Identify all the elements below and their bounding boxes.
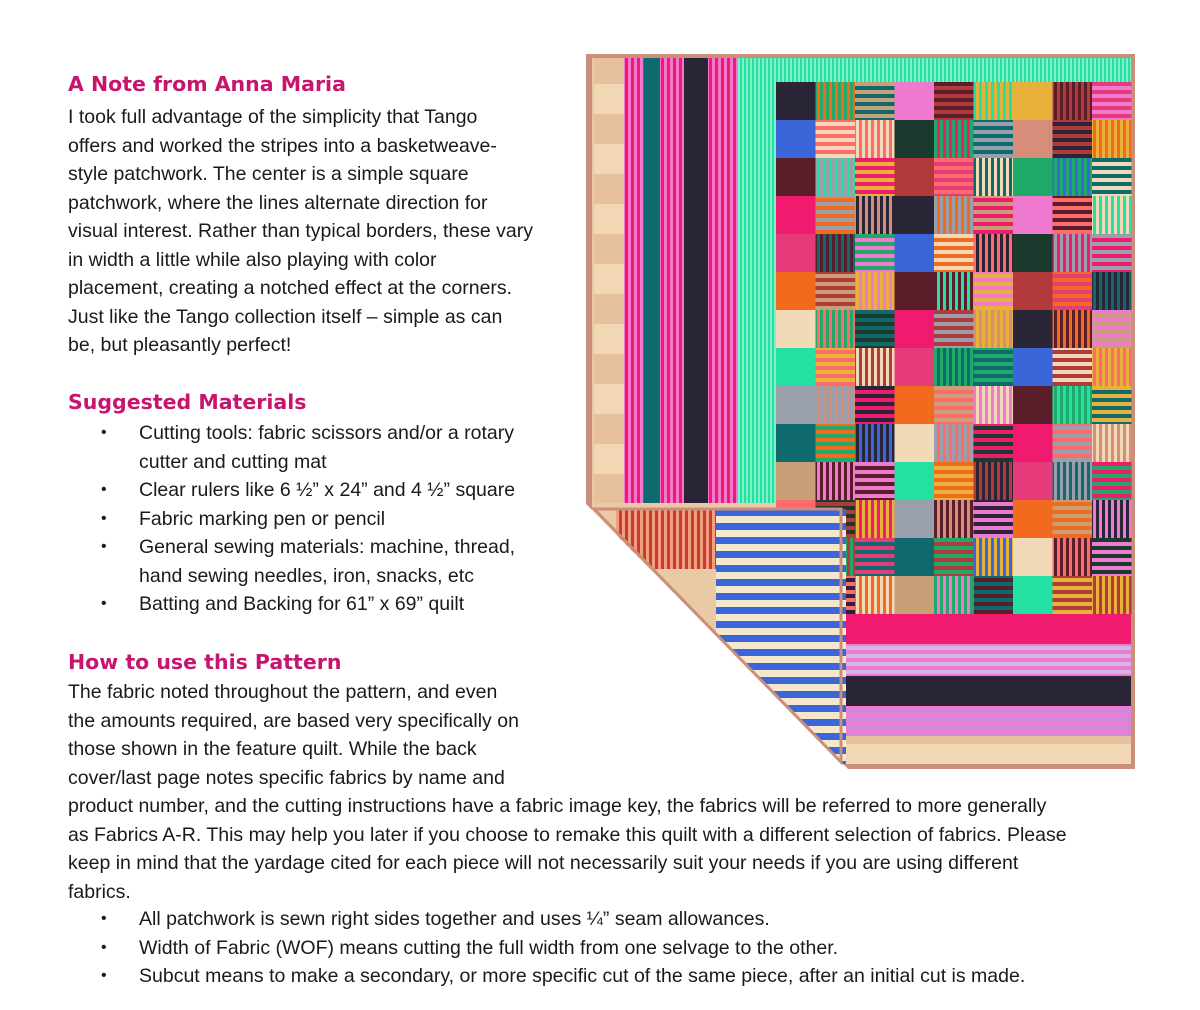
- quilt-block: [1053, 576, 1093, 614]
- quilt-block: [855, 538, 895, 576]
- quilt-block: [1013, 234, 1053, 272]
- quilt-block: [776, 234, 816, 272]
- quilt-block: [934, 424, 974, 462]
- quilt-block: [855, 500, 895, 538]
- quilt-block: [855, 348, 895, 386]
- usage-line: the amounts required, are based very specifically on: [68, 709, 519, 732]
- materials-item-text: • General sewing materials: machine, thread,: [139, 536, 516, 558]
- quilt-block: [895, 538, 935, 576]
- quilt-block: [934, 386, 974, 424]
- quilt-border-teal: [644, 58, 660, 503]
- quilt-block: [895, 272, 935, 310]
- quilt-block: [974, 272, 1014, 310]
- usage-line: those shown in the feature quilt. While the back: [68, 738, 477, 760]
- materials-item-text: • Fabric marking pen or pencil: [139, 507, 386, 530]
- quilt-block: [1053, 462, 1093, 500]
- quilt-block: [855, 310, 895, 348]
- quilt-block: [895, 82, 935, 120]
- quilt-block: [1092, 424, 1132, 462]
- quilt-block: [934, 158, 974, 196]
- quilt-block: [855, 158, 895, 196]
- quilt-block: [855, 576, 895, 614]
- quilt-border-outer: [594, 58, 624, 503]
- quilt-block: [1013, 348, 1053, 386]
- materials-item: [0, 505, 515, 534]
- quilt-block: [816, 424, 856, 462]
- note-line: visual interest. Rather than typical borders, these vary: [68, 220, 533, 242]
- quilt-block: [776, 158, 816, 196]
- quilt-block: [855, 462, 895, 500]
- quilt-block: [974, 234, 1014, 272]
- usage-bullets: [0, 905, 1025, 991]
- quilt-block: [974, 310, 1014, 348]
- quilt-block: [1013, 158, 1053, 196]
- materials-item-text: hand sewing needles, iron, snacks, etc: [139, 564, 474, 587]
- quilt-block: [1092, 310, 1132, 348]
- usage-line: The fabric noted throughout the pattern, and even: [68, 681, 498, 703]
- materials-heading: Suggested Materials: [68, 390, 307, 414]
- quilt-block: [1013, 386, 1053, 424]
- quilt-block: [895, 120, 935, 158]
- quilt-block: [1013, 576, 1053, 614]
- quilt-block: [1053, 310, 1093, 348]
- quilt-block: [934, 196, 974, 234]
- quilt-block: [974, 158, 1014, 196]
- note-line: style patchwork. The center is a simple square: [68, 163, 469, 185]
- quilt-block: [1092, 538, 1132, 576]
- quilt-block: [816, 386, 856, 424]
- quilt-block: [1092, 120, 1132, 158]
- usage-line: cover/last page notes specific fabrics by name and: [68, 766, 505, 789]
- quilt-block: [1013, 462, 1053, 500]
- quilt-block: [816, 82, 856, 120]
- quilt-block: [1053, 500, 1093, 538]
- quilt-block: [776, 386, 816, 424]
- quilt-block: [1092, 82, 1132, 120]
- quilt-photo: [586, 54, 1135, 769]
- usage-bullet-text: • Subcut means to make a secondary, or more specific cut of the same piece, after an initial cut is made.: [139, 965, 1026, 987]
- usage-bullet-text: • All patchwork is sewn right sides together and uses ¼” seam allowances.: [139, 908, 770, 930]
- quilt-block: [816, 348, 856, 386]
- quilt-block: [974, 424, 1014, 462]
- quilt-block: [934, 462, 974, 500]
- quilt-block: [1092, 196, 1132, 234]
- quilt-block: [1053, 158, 1093, 196]
- quilt-block: [816, 158, 856, 196]
- quilt-block: [1013, 196, 1053, 234]
- note-line: be, but pleasantly perfect!: [68, 334, 292, 356]
- quilt-block: [1092, 500, 1132, 538]
- quilt-block: [1092, 272, 1132, 310]
- materials-item-text: • Batting and Backing for 61” x 69” quilt: [139, 593, 465, 615]
- materials-item-text: cutter and cutting mat: [139, 450, 327, 473]
- quilt-block: [1053, 348, 1093, 386]
- quilt-block: [1092, 234, 1132, 272]
- usage-heading: How to use this Pattern: [68, 650, 342, 674]
- quilt-block: [1053, 272, 1093, 310]
- quilt-block: [816, 196, 856, 234]
- quilt-block: [934, 82, 974, 120]
- quilt-block: [895, 158, 935, 196]
- quilt-block: [895, 500, 935, 538]
- note-line: placement, creating a notched effect at the corners.: [68, 277, 513, 299]
- materials-item: [0, 590, 515, 619]
- quilt-block: [1053, 386, 1093, 424]
- quilt-block: [816, 310, 856, 348]
- materials-item: [0, 419, 515, 476]
- quilt-block: [816, 120, 856, 158]
- quilt-block: [934, 538, 974, 576]
- quilt-block: [1053, 120, 1093, 158]
- quilt-block: [895, 234, 935, 272]
- note-line: Just like the Tango collection itself – simple as can: [68, 305, 503, 328]
- quilt-block: [816, 234, 856, 272]
- quilt-border-pink: [624, 58, 644, 503]
- usage-bullet: [0, 905, 1025, 934]
- quilt-block: [974, 348, 1014, 386]
- materials-item-text: • Clear rulers like 6 ½” x 24” and 4 ½” square: [139, 479, 516, 501]
- materials-item-text: • Cutting tools: fabric scissors and/or a rotary: [139, 422, 514, 444]
- quilt-block: [1013, 120, 1053, 158]
- note-line: patchwork, where the lines alternate direction for: [68, 191, 488, 214]
- quilt-block: [1013, 424, 1053, 462]
- usage-bullet: [0, 962, 1025, 991]
- quilt-block: [974, 462, 1014, 500]
- quilt-block: [1053, 424, 1093, 462]
- quilt-block: [1092, 576, 1132, 614]
- quilt-block: [974, 82, 1014, 120]
- note-line: I took full advantage of the simplicity that Tango: [68, 106, 478, 128]
- quilt-block: [1092, 158, 1132, 196]
- quilt-block: [974, 538, 1014, 576]
- materials-item: [0, 476, 515, 505]
- quilt-block: [974, 196, 1014, 234]
- quilt-block: [974, 386, 1014, 424]
- quilt-block: [934, 120, 974, 158]
- quilt-block: [855, 424, 895, 462]
- quilt-block: [934, 234, 974, 272]
- quilt-block: [895, 462, 935, 500]
- usage-line: fabrics.: [68, 880, 131, 903]
- quilt-block: [974, 120, 1014, 158]
- quilt-block: [895, 576, 935, 614]
- quilt-block: [895, 310, 935, 348]
- quilt-block: [855, 196, 895, 234]
- quilt-block: [1053, 234, 1093, 272]
- quilt-block: [855, 386, 895, 424]
- usage-line: product number, and the cutting instructions have a fabric image key, the fabrics will be referred to more generally: [68, 795, 1047, 817]
- quilt-block: [816, 462, 856, 500]
- usage-bullet: [0, 934, 1025, 963]
- quilt-block: [1053, 82, 1093, 120]
- materials-item: [0, 533, 515, 590]
- quilt-block: [974, 576, 1014, 614]
- usage-line: as Fabrics A-R. This may help you later if you choose to remake this quilt with a different selection of fabrics. Please: [68, 823, 1067, 846]
- materials-list: [0, 419, 515, 619]
- quilt-block: [1013, 310, 1053, 348]
- quilt-block: [1053, 538, 1093, 576]
- quilt-block: [776, 310, 816, 348]
- quilt-block: [816, 272, 856, 310]
- quilt-block: [934, 348, 974, 386]
- note-line: offers and worked the stripes into a basketweave-: [68, 134, 497, 157]
- quilt-block: [974, 500, 1014, 538]
- quilt-block: [895, 348, 935, 386]
- quilt-border-top: [776, 58, 1131, 82]
- quilt-block: [895, 196, 935, 234]
- quilt-block: [1013, 500, 1053, 538]
- note-line: in width a little while also playing with color: [68, 248, 437, 271]
- quilt-block: [1092, 386, 1132, 424]
- quilt-block: [934, 310, 974, 348]
- quilt-block: [1092, 462, 1132, 500]
- quilt-block: [776, 424, 816, 462]
- quilt-block: [776, 462, 816, 500]
- quilt-block: [776, 196, 816, 234]
- quilt-block: [1013, 538, 1053, 576]
- usage-bullet-text: • Width of Fabric (WOF) means cutting the full width from one selvage to the other.: [139, 936, 839, 959]
- quilt-block: [1013, 272, 1053, 310]
- quilt-block: [934, 500, 974, 538]
- quilt-block: [1013, 82, 1053, 120]
- note-heading: A Note from Anna Maria: [68, 72, 346, 96]
- quilt-image: [586, 54, 1135, 769]
- quilt-block: [1053, 196, 1093, 234]
- quilt-block: [934, 576, 974, 614]
- quilt-block: [855, 234, 895, 272]
- quilt-block: [855, 272, 895, 310]
- quilt-block: [895, 424, 935, 462]
- usage-line: keep in mind that the yardage cited for each piece will not necessarily suit your needs if you are using different: [68, 852, 1019, 874]
- quilt-block: [895, 386, 935, 424]
- quilt-block: [855, 120, 895, 158]
- note-paragraph: [68, 103, 533, 360]
- quilt-block: [855, 82, 895, 120]
- quilt-block: [776, 272, 816, 310]
- quilt-border-green: [738, 58, 776, 503]
- quilt-block: [1092, 348, 1132, 386]
- quilt-block: [934, 272, 974, 310]
- quilt-block: [776, 82, 816, 120]
- quilt-block: [776, 120, 816, 158]
- quilt-block: [776, 348, 816, 386]
